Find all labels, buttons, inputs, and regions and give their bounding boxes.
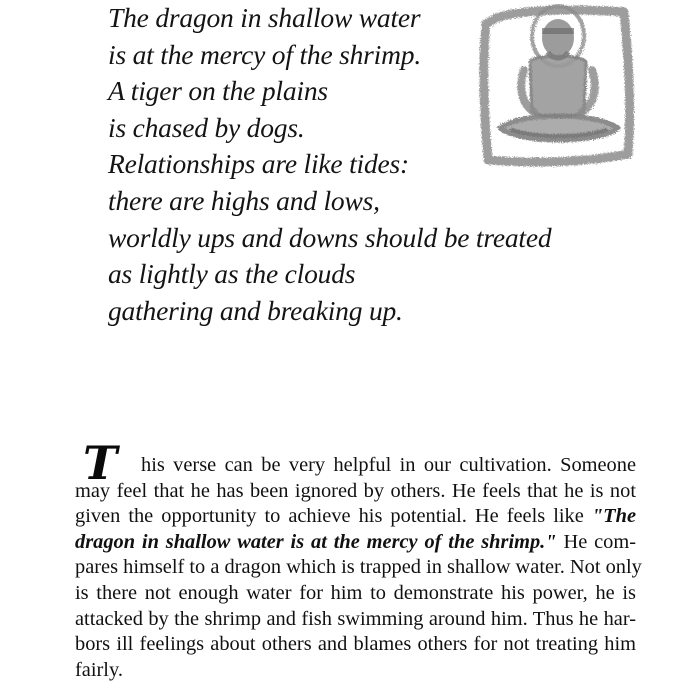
verse-line: A tiger on the plains	[108, 75, 328, 107]
verse-line: The dragon in shallow water	[108, 2, 421, 33]
verse-line: there are highs and lows,	[108, 184, 380, 216]
quoted-verse: dragon in shallow water is at the mercy of the shrimp."	[75, 530, 557, 553]
prose-line: may feel that he has been ignored by others. He feels that he is not	[75, 479, 636, 502]
prose-line: fairly.	[75, 658, 123, 681]
verse-line: Relationships are like tides:	[108, 148, 409, 180]
verse-line: gathering and breaking up.	[108, 294, 403, 326]
verse-line: is at the mercy of the shrimp.	[108, 38, 422, 70]
verse-line: worldly ups and downs should be treated	[108, 221, 552, 253]
verse-line: is chased by dogs.	[108, 111, 305, 143]
seated-buddha-seal-icon	[478, 4, 636, 170]
prose-line: pares himself to a dragon which is trapped in shallow water. Not only	[75, 556, 642, 579]
prose-line: is there not enough water for him to demonstrate his power, he is	[75, 581, 636, 604]
prose-line	[75, 436, 636, 490]
prose-text: He com-	[563, 530, 637, 553]
prose-line	[75, 530, 636, 556]
verse-line: as lightly as the clouds	[108, 258, 356, 290]
commentary-paragraph	[75, 436, 642, 683]
prose-text: given the opportunity to achieve his potential. He feels like	[75, 505, 584, 528]
quoted-verse: "The	[591, 505, 636, 528]
drop-cap: T	[83, 436, 118, 490]
prose-line: bors ill feelings about others and blames others for not treating him	[75, 633, 636, 656]
prose-line	[75, 504, 636, 530]
prose-line: attacked by the shrimp and fish swimming around him. Thus he har-	[75, 607, 636, 630]
prose-text: his verse can be very helpful in our cultivation. Someone	[141, 454, 636, 476]
